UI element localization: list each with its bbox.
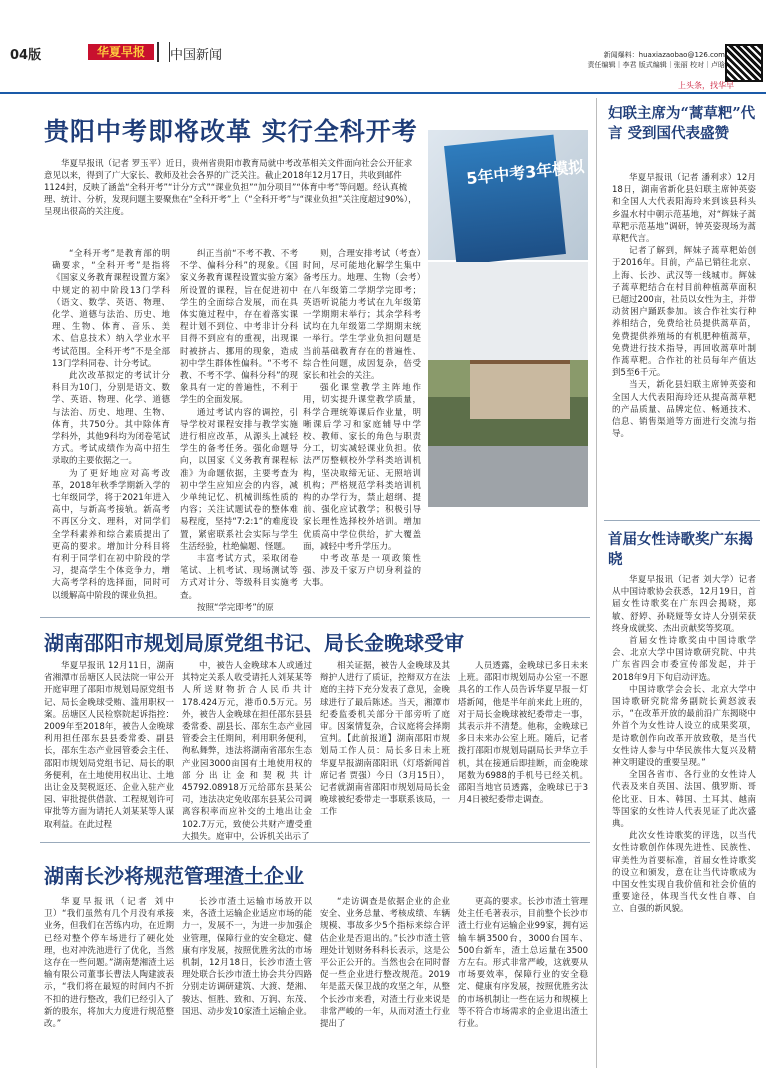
article3-col-1	[44, 896, 174, 1066]
article2-col-3	[320, 660, 450, 828]
main-lead: 华夏早报讯（记者 罗玉平）近日，贵州省贵阳市教育局就中考改革相关文件面向社会公开征求意见以来，得到了广大家长、教师及社会各界的广泛关注。截止2018年12月17日，共收到邮件1124封，反映了涵盖“全科开考”“计分方式”“课业负担”“加分项目”“体育中考”等问题。经认真梳理、统计、分析，发现问题主要聚焦在“全科开考”上（“全科开考”与“课业负担”关注度超过90%），呈现出很高的关注度。	[44, 159, 417, 217]
paragraph: 华夏早报讯（记者 刘中卫）“我们虽然有几个月没有承接业务，但我们在苦练内功，在近期已经对整个停车场进行了硬化处理，也对冲洗池进行了优化，当然这存在一些问题。”湖南楚湘渣土运输有限公司董事长曹法人陶建波表示，“我们将在最短的时间内不折不扣的进行整改，我们已经引入了新的股东，将加大力度进行规范整改。”	[44, 897, 174, 1030]
right-article2-headline: 首届女性诗歌奖广东揭晓	[608, 531, 753, 568]
paragraph: 此次改革拟定的考试计分科目为10门，分别是语文、数学、英语、物理、化学、道德与法治、历史、地理、生物、体育，共750分。其中除体育学科外，其他9科均为闭卷笔试方式。考试成绩作为高中招生录取的主要依据之一。	[52, 371, 170, 467]
right-article1-body	[612, 172, 756, 512]
paragraph: 为了更好地应对高考改革，2018年秋季学期新入学的七年级同学，将于2021年进入高中，与新高考接轨。新高考不再区分文、理科，对同学们全学科素养和综合素质提出了更高的要求。增加计分科目将有利于同学们在初中阶段的学习，提高学生个体竞争力，增大高考学科的选择面，同时可以缓解高中阶段的课业负担。	[52, 468, 170, 601]
paragraph: 华夏早报讯 12月11日，湖南省湘潭市岳塘区人民法院一审公开开庭审理了邵阳市规划局原党组书记、局长金晚球受贿、滥用职权一案。岳塘区人民检察院起诉指控：2009年至2018年，被告人金晚球利用担任邵东县县委常委、副县长，邵东生态产业园管委会主任、邵阳市规划局党组书记、局长的职务便利，在土地使用权出让、土地出让金及契税返还、企业入驻产业园、审批提供借款、工程规划许可审批等方面为请托人刘某某等人谋取利益。在此过程	[44, 661, 174, 830]
header-credits	[565, 50, 725, 70]
article3-headline: 湖南长沙将规范管理渣土企业	[44, 864, 304, 888]
section-rule	[40, 842, 590, 843]
school-building-image	[470, 360, 570, 419]
paragraph: “全科开考”是教育部的明确要求，“全科开考”是指将《国家义务教育课程设置方案》中规定的初中阶段13门学科（语文、数学、英语、物理、化学、道德与法治、历史、地理、生物、体育、音乐、美术、信息技术）纳入学业水平考试范围。全科开考”不是全部13门学科同卷、计分考试。	[52, 249, 170, 369]
paragraph: 丰富考试方式，采取闭卷笔试、上机考试、现场测试等方式对计分、等级科目实施考查。	[180, 554, 298, 601]
main-col-3	[303, 248, 421, 612]
book-image	[444, 135, 566, 266]
header-divider	[157, 42, 170, 62]
article2-col-4	[458, 660, 588, 828]
paragraph: “走访调查是依据企业的企业安全、业务总量、考核成绩、车辆规模、事故多少5个指标来综合评估企业是否退出的。”长沙市渣土管理处计划财务科科长表示，这是公平公正公开的。当然也会在同时督促一些企业进行整改规范。2019年是蓝天保卫战的攻坚之年，从整个长沙市来看，对渣土行业来说是非常严峻的一年，从而对渣土行业提出了	[320, 897, 450, 1030]
paragraph: 当天，新化县妇联主席钟英姿和全国人大代表阳海玲还从提高蒿草粑的产品质量、品牌定位、畅通技术、信息、销售渠道等方面进行交流与指导。	[612, 380, 756, 440]
article2-col-1	[44, 660, 174, 828]
paragraph: 纠正当前“不考不教、不考不学、偏科分科”的现象。《国家义务教育课程设置实验方案》所设置的课程，旨在促进初中学生的全面综合发展，而在具体实施过程中，存在着落实课程计划不到位、中考非计分科目得不到应有的重视，出现课时被挤占、挪用的现象，造成初中学生群体性偏科。“不考不教、不考不学、偏科分科”的现象具有一定的普遍性，不利于学生的全面发展。	[180, 249, 298, 406]
paragraph: 此次女性诗歌奖的评选，以当代女性诗歌创作体现先进性、民族性、审美性为首要标准，首届女性诗歌奖的设立和颁发，意在让当代诗歌成为中国女性实现自我价值和社会价值的重要途径，体现当代女性自尊、自立、自强的新风貌。	[612, 831, 756, 915]
section-name: 中国新闻	[170, 48, 223, 63]
staff-line: 责任编辑｜李君 版式编辑｜张丽 校对｜卢晗	[587, 61, 725, 69]
article3-col-4	[458, 896, 588, 1066]
paragraph: 记者了解到，辉妹子蒿草粑始创于2016年。目前，产品已销往北京、上海、长沙、武汉等一线城市。辉妹子蒿草粑结合在村目前种植蒿草面积已超过200亩，社员以女性为主，并带动贫困户踊跃参加。该合作社实行种养相结合，免费给社员提供蒿草苗，免费提供养殖场的有机肥种植蒿草，免费进行技术指导，再回收蒿草叶制作蒿草粑。合作社的社员每年产值达到5至6千元。	[612, 246, 756, 379]
column-divider	[596, 98, 597, 1068]
article3-col-3	[320, 896, 450, 1066]
article2-headline: 湖南邵阳市规划局原党组书记、局长金晚球受审	[44, 631, 464, 655]
paragraph: 更高的要求。长沙市渣土管理处主任毛著表示，目前整个长沙市渣土行业有运输企业99家，拥有运输车辆3500台，3000台国车、500台新车，渣土总运量在3500方左右。形式非常严峻，这就要从市场要效率，保障行业的安全稳定、健康有序发展，按照优胜劣汰的市场机制让一些在运力和规模上等不符合市场需求的企业退出渣土行业。	[458, 897, 588, 1030]
main-headline: 贵阳中考即将改革 实行全科开考	[44, 117, 418, 146]
paragraph: 华夏早报讯（记者 潘利求）12月18日，湖南省新化县妇联主席钟英姿和全国人大代表阳海玲来到该县科头乡温水村中朝示范基地，对“辉妹子蒿草粑示范基地”调研，钟英姿现场为蒿草粑代言。	[612, 173, 756, 245]
paragraph: 华夏早报讯（记者 刘大学）记者从中国诗歌协会获悉，12月19日，首届女性诗歌奖在广东四会揭晓，郑敏、舒婷、孙晓娅等女诗人分别荣获终身成就奖、杰出贡献奖等奖项。	[612, 575, 756, 634]
paragraph: 人员透露，金晚球已多日未来上班。邵阳市规划局办公室一不愿具名的工作人员告诉华夏早报－灯塔新闻，他是半年前来此上班的，对于局长金晚球被纪委带走一事，其表示并不清楚。他称，金晚球已多日未来办公室上班。随后，记者拨打邵阳市规划局副局长尹华立手机，其在接通后即挂断，而金晚球尾数为6988的手机号已经关机。邵阳当地官员透露，金晚球已于3月4日被纪委带走调查。	[458, 661, 588, 806]
section-rule	[604, 520, 760, 521]
paragraph: 中国诗歌学会会长、北京大学中国诗歌研究院常务副院长黄怒波表示，“在改革开放的最前沿广东揭晓中外首个为女性诗人设立的成果奖项，是诗歌创作向改革开放致敬，是当代女性诗人参与中华民族伟大复兴及精神文明建设的重要呈现。”	[612, 684, 756, 769]
paper-logo: 华夏早报	[88, 44, 154, 60]
paragraph: 中，被告人金晚球本人或通过其特定关系人收受请托人刘某某等人所送财物折合人民币共计178.424万元，港币0.5万元。另外，被告人金晚球在担任邵东县县委常委、副县长、邵东生态产业园管委会主任期间，利用职务便利，徇私舞弊，违法将湖南省邵东生态产业园3000亩国有土地使用权的部分出让金和契税共计45792.08918万元给邵东县某公司，违法决定免收邵东县某公司调离容积率而应补交的土地出让金102.7万元，致使公共财产遭受重大损失。庭审中，公诉机关出示了	[182, 661, 312, 842]
paragraph: 中考改革是一项政策性强、涉及千家万户切身利益的大事。	[303, 554, 421, 589]
header-rule	[0, 92, 766, 94]
article2-col-2	[182, 660, 312, 842]
qr-code-icon	[725, 44, 763, 82]
right-article2-body	[612, 574, 756, 1068]
paragraph: 则，合理安排考试（考查）时间，尽可能地化解学生集中备考压力。地理、生物（会考）在八年级第二学期学完即考；英语听说能力考试在九年级第一学期期末举行；其余学科考试均在九年级第二学期期末统一举行。学生学业负担问题是当前基础教育存在的普遍性、综合性问题，成因复杂，倍受家长和社会的关注。	[303, 249, 421, 382]
article3-col-2	[182, 896, 312, 1066]
paragraph: 通过考试内容的调控，引导学校对课程安排与教学实施进行相应改革，从源头上减轻学生的备考任务。强化命题导向，以国家《义务教育课程标准》为命题依据，主要考查为初中学生应知应会的内容，减少单纯记忆、机械训练性质的内容；关注试题试卷的整体难易程度，坚持“7:2:1”的难度设置，紧密联系社会实际与学生生活经验，杜绝偏题、怪题。	[180, 407, 298, 552]
book-title: 5年中考3年模拟	[465, 156, 586, 189]
paragraph: 长沙市渣土运输市场放开以来，各渣土运输企业适应市场的能力一，发展不一，为进一步加强企业管理，保障行业的安全稳定、健康有序发展，按照优胜劣汰的市场机制，12月18日，长沙市渣土管理处联合长沙市渣土协会共分四路分别走访调研建筑、大渡、楚湘、骏达、恒胜、致和、万润、东茂、国迅、动步发10家渣土运输企业。	[182, 897, 312, 1017]
paragraph: 强化课堂教学主阵地作用，切实提升课堂教学质量，科学合理统筹课后作业量，明晰课后学习和家庭辅导中学校、教师、家长的角色与职责分工，切实减轻课业负担。依法严厉整顿校外学科类培训机构，坚决取缔无证、无照培训机构；严格规范学科类培训机构的办学行为，禁止超纲、提前、强化应试教学；积极引导家长理性选择校外培训。增加优质高中学位供给，扩大覆盖面，减轻中考升学压力。	[303, 383, 421, 552]
tagline: 上头条，找华早	[678, 81, 734, 90]
email-line: 新闻爆料：huaxiazaobao@126.com	[603, 51, 725, 59]
main-col-2	[180, 248, 298, 612]
paragraph: 按照“学完即考”的原	[197, 602, 274, 613]
page-number: 04版	[10, 48, 42, 63]
paragraph: 首届女性诗歌奖由中国诗歌学会、北京大学中国诗歌研究院、中共广东省四会市委宣传部发起，并于2018年9月下旬启动评选。	[612, 636, 756, 683]
paragraph: 相关证据，被告人金晚球及其辩护人进行了质证，控辩双方在法庭的主持下充分发表了意见，金晚球进行了最后陈述。当天，湘潭市纪委监委机关部分干部旁听了庭审。因案情复杂，合议庭将会择期宣判。【此前报道】湖南邵阳市规划局工作人员：局长多日未上班 华夏早报湖南邵阳讯（灯塔新闻首席记者 贾强）今日（3月15日），记者就湖南省邵阳市规划局局长金晚球被纪委带走一事联系该局，一工作	[320, 661, 450, 818]
right-article1-headline: 妇联主席为“蒿草粑”代言 受到国代表盛赞	[608, 105, 756, 142]
section-rule	[40, 617, 590, 618]
paragraph: 全国各省市、各行业的女性诗人代表及来自英国、法国、俄罗斯、哥伦比亚、日本、韩国、土耳其、越南等国家的女性诗人代表见证了此次盛典。	[612, 770, 756, 830]
main-col-1	[52, 248, 170, 612]
